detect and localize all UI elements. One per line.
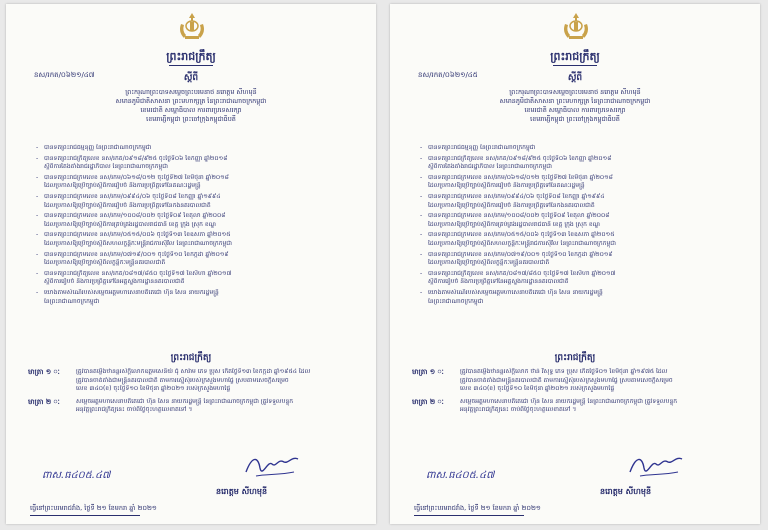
recital-line: ដែលប្រកាសឱ្យប្រើច្បាប់ស្តីពីការរៀបចំ និងការប្រព្រឹត្តទៅនៃគណៈរដ្ឋមន្ត្រី [428,182,585,190]
recital-line: - បានទតព្រះរាជក្រមលេខ នស/រកម/០៥១៥/០០៦ ចុះថ្ងៃទី១៣ ខែឧសភា ឆ្នាំ២០១៥ [44,231,231,239]
signer-name: នរោត្តម សីហមុនី [600,487,652,496]
recital-line: ដែលប្រកាសឱ្យប្រើច្បាប់ស្តីពីលក្ខន្តិកៈមន្ត្រីនគរបាលជាតិ [428,259,550,267]
recital-item [420,155,740,172]
article-line: ត្រូវបានតម្លើងឋានន្តរស័ក្តិលោក ថាន់ វិសុទ្ធ ភេទ ប្រុស កើតថ្ងៃទី០១ ខែមិថុនា ឆ្នាំ១៩៧៥ ដែល [460,368,668,375]
recital-line: - បានទតព្រះរាជក្រមលេខ នស/រកម/០៥១៥/០០៦ ចុះថ្ងៃទី១៣ ខែឧសភា ឆ្នាំ២០១៥ [428,231,615,239]
preamble-line: ព្រះករុណាព្រះបាទសម្តេចព្រះបរមនាថ នរោត្តម សីហមុនី [509,88,641,96]
recital-line: ដែលប្រកាសឱ្យប្រើច្បាប់ស្តីពីការរៀបចំ និងការប្រព្រឹត្តទៅនៃកងនគរបាលជាតិ [44,201,211,209]
article-line: លេខ ៣៤០(ខ) ចុះថ្ងៃទី១០ ខែមិថុនា ឆ្នាំ២០២១ របស់ក្រសួងមហាផ្ទៃ [76,385,231,393]
article-label: មាត្រា ២ ៈ [412,397,444,406]
preamble-line: សមានភូមិជាតិសាសនា ព្រះមហាក្សត្រ នៃព្រះរាជាណាចក្រកម្ពុជា [115,97,267,105]
article-line: លេខ ៣៤០(ខ) ចុះថ្ងៃទី១០ ខែមិថុនា ឆ្នាំ២០២១ របស់ក្រសួងមហាផ្ទៃ [460,385,615,393]
article-label: មាត្រា ១ ៈ [28,368,60,376]
decree-subtitle: ស្ដីពី [183,73,199,83]
articles-list [28,368,358,419]
title-underline [553,65,597,66]
article-2 [28,398,358,415]
recital-line: - បានទតព្រះរាជក្រមលេខ នស/រកម/០៩៩៤/០៦ ចុះថ្ងៃទី០៨ ខែកញ្ញា ឆ្នាំ១៩៩៤ [428,192,605,200]
decree-title: ព្រះរាជក្រឹត្យ [550,50,600,63]
recital-item [36,155,356,172]
article-label: មាត្រា ២ ៈ [28,397,60,406]
recital-item [36,231,356,248]
recital-line: - បានទតព្រះរាជក្រឹត្យលេខ នស/រកត/០៩១៨/៩២៥ ចុះថ្ងៃទី០៦ ខែកញ្ញា ឆ្នាំ២០១៨ [428,154,612,162]
article-1 [412,368,742,394]
recital-line: - បានទតព្រះរាជក្រមលេខ នស/រកម/០៧១៩/០០១ ចុះថ្ងៃទី១០ ខែកក្កដា ឆ្នាំ២០១៩ [428,250,613,258]
recital-item [36,289,356,306]
recital-item [36,174,356,191]
recital-line: ដែលប្រកាសឱ្យប្រើច្បាប់ស្តីពីការរៀបចំ និងការប្រព្រឹត្តទៅនៃគណៈរដ្ឋមន្ត្រី [44,182,201,190]
article-2 [412,398,742,415]
recital-line: ដែលប្រកាសឱ្យប្រើច្បាប់ស្តីពីសហលក្ខន្តិកៈមន្ត្រីរាជការស៊ីវិល នៃព្រះរាជាណាចក្រកម្ពុជា [428,239,616,247]
recitals-list [36,144,356,308]
handwritten-date: ពាស.ធ៤០៥.៤៧ [426,470,495,481]
article-line: សម្តេចអគ្គមហាសេនាបតីតេជោ ហ៊ុន សែន នាយករដ្ឋមន្ត្រី នៃព្រះរាជាណាចក្រកម្ពុជា ត្រូវទទួលបន្ទុក [460,397,678,405]
article-line: អនុវត្តព្រះរាជក្រឹត្យនេះ ចាប់ពីថ្ងៃចុះហត្ថលេខាតទៅ ។ [460,406,577,414]
recital-line: - បានទតព្រះរាជក្រមលេខ នស/រកម/០៧១៩/០០១ ចុះថ្ងៃទី១០ ខែកក្កដា ឆ្នាំ២០១៩ [44,250,229,258]
handwritten-date: ពាស.ធ៤០៥.៤៧ [42,470,111,481]
recital-item [36,212,356,229]
recital-line: - បានទតព្រះរាជក្រឹត្យលេខ នស/រកត/០៨១៧/៨៥០ ចុះថ្ងៃទី១៧ ខែសីហា ឆ្នាំ២០១៧ [428,269,616,277]
recital-line: - បានទតព្រះរាជក្រមលេខ នស/រកម/១០០៨/០០២ ចុះថ្ងៃទី០៩ ខែតុលា ឆ្នាំ២០០៨ [428,212,610,220]
article-line: ត្រូវបានចាត់តាំងជាមន្ត្រីនគរបាលជាតិ តាមការស្នើសុំរបស់ក្រសួងមហាផ្ទៃ ស្របតាមសេចក្តីសម្រេច [460,376,673,384]
recital-line: - បានទតព្រះរាជធម្មនុញ្ញ នៃព្រះរាជាណាចក្រកម្ពុជា [44,144,152,151]
preamble-line: ខេមរាម្សីកម្ពុជា ព្រះចៅក្រុងកម្ពុជាធិបតី [530,115,620,123]
royal-signature [626,450,686,482]
recital-item [420,212,740,229]
decree-sheet-right [390,4,760,524]
recital-line: ដែលប្រកាសឱ្យប្រើច្បាប់ស្តីពីការគ្រប់គ្រងរដ្ឋបាលរាជធានី ខេត្ត ក្រុង ស្រុក ខណ្ឌ [428,220,600,228]
preamble-line: ខេមរាម្សីកម្ពុជា ព្រះចៅក្រុងកម្ពុជាធិបតី [146,115,236,123]
title-underline [169,65,213,66]
royal-signature [242,450,302,482]
preamble-line: ខេមរជាតិ សម្ពោធិបាល ការពារប្រទេសរក្សា [524,106,626,114]
decision-heading: ព្រះរាជក្រឹត្យ [554,353,596,363]
decision-heading: ព្រះរាជក្រឹត្យ [170,353,212,363]
royal-preamble [450,88,700,124]
signer-name: នរោត្តម សីហមុនី [216,487,268,496]
recital-line: ដែលប្រកាសឱ្យប្រើច្បាប់ស្តីពីការរៀបចំ និងការប្រព្រឹត្តទៅនៃកងនគរបាលជាតិ [428,201,595,209]
royal-emblem-icon [176,12,208,42]
recital-item [36,144,356,153]
recital-line: - បានទតព្រះរាជធម្មនុញ្ញ នៃព្រះរាជាណាចក្រកម្ពុជា [428,144,536,151]
recital-line: - បានទតព្រះរាជក្រមលេខ នស/រកម/១០០៨/០០២ ចុះថ្ងៃទី០៩ ខែតុលា ឆ្នាំ២០០៨ [44,212,226,220]
recital-item [420,289,740,306]
recital-item [36,193,356,210]
recital-line: - បានទតព្រះរាជក្រមលេខ នស/រកម/០៦១៨/០១២ ចុះថ្ងៃទី២៧ ខែមិថុនា ឆ្នាំ២០១៨ [44,173,229,181]
article-line: ត្រូវបានចាត់តាំងជាមន្ត្រីនគរបាលជាតិ តាមការស្នើសុំរបស់ក្រសួងមហាផ្ទៃ ស្របតាមសេចក្តីសម្រេច [76,376,289,384]
recital-line: ស្តីពីការតែងតាំងរាជរដ្ឋាភិបាល នៃព្រះរាជាណាចក្រកម្ពុជា [428,163,552,171]
recital-item [420,231,740,248]
place-date-underline [30,515,140,516]
recital-item [420,144,740,153]
decree-title: ព្រះរាជក្រឹត្យ [166,50,216,63]
recital-line: ដែលប្រកាសឱ្យប្រើច្បាប់ស្តីពីការគ្រប់គ្រងរដ្ឋបាលរាជធានី ខេត្ត ក្រុង ស្រុក ខណ្ឌ [44,220,216,228]
recital-line: - បានទតព្រះរាជក្រឹត្យលេខ នស/រកត/០៨១៧/៨៥០ ចុះថ្ងៃទី១៧ ខែសីហា ឆ្នាំ២០១៧ [44,269,232,277]
decree-subtitle: ស្ដីពី [567,73,583,83]
recital-line: - បានទតព្រះរាជក្រមលេខ នស/រកម/០៩៩៤/០៦ ចុះថ្ងៃទី០៨ ខែកញ្ញា ឆ្នាំ១៩៩៤ [44,192,221,200]
preamble-line: ខេមរជាតិ សម្ពោធិបាល ការពារប្រទេសរក្សា [140,106,242,114]
recital-line: នៃព្រះរាជាណាចក្រកម្ពុជា [428,297,484,305]
decree-number: នស/រកត/០៦២១/៤៧ [34,71,95,79]
royal-preamble [66,88,316,124]
recital-line: នៃព្រះរាជាណាចក្រកម្ពុជា [44,297,100,305]
article-line: សម្តេចអគ្គមហាសេនាបតីតេជោ ហ៊ុន សែន នាយករដ្ឋមន្ត្រី នៃព្រះរាជាណាចក្រកម្ពុជា ត្រូវទទួលបន្ទុក [76,397,294,405]
article-label: មាត្រា ១ ៈ [412,368,444,376]
recital-item [36,251,356,268]
place-and-date: ធ្វើនៅព្រះបរមរាជវាំង, ថ្ងៃទី ២១ ខែមករា ឆ្នាំ ២០២១ [30,504,157,512]
preamble-line: សមានភូមិជាតិសាសនា ព្រះមហាក្សត្រ នៃព្រះរាជាណាចក្រកម្ពុជា [499,97,651,105]
recital-line: - យោងតាមសំណើរបស់សម្តេចអគ្គមហាសេនាបតីតេជោ ហ៊ុន សែន នាយករដ្ឋមន្ត្រី [428,288,603,296]
recital-line: ដែលប្រកាសឱ្យប្រើច្បាប់ស្តីពីលក្ខន្តិកៈមន្ត្រីនគរបាលជាតិ [44,259,166,267]
recital-item [420,270,740,287]
decree-number: នស/រកត/០៦២១/៤៥ [418,71,478,79]
recital-line: - បានទតព្រះរាជក្រមលេខ នស/រកម/០៦១៨/០១២ ចុះថ្ងៃទី២៧ ខែមិថុនា ឆ្នាំ២០១៨ [428,173,613,181]
recital-item [420,193,740,210]
place-date-underline [414,515,524,516]
decree-sheet-left [6,4,376,524]
place-and-date: ធ្វើនៅព្រះបរមរាជវាំង, ថ្ងៃទី ២១ ខែមករា ឆ្នាំ ២០២១ [414,504,541,512]
preamble-line: ព្រះករុណាព្រះបាទសម្តេចព្រះបរមនាថ នរោត្តម សីហមុនី [125,88,257,96]
royal-emblem-icon [560,12,592,42]
article-line: អនុវត្តព្រះរាជក្រឹត្យនេះ ចាប់ពីថ្ងៃចុះហត្ថលេខាតទៅ ។ [76,406,193,414]
article-1 [28,368,358,394]
recital-line: ដែលប្រកាសឱ្យប្រើច្បាប់ស្តីពីសហលក្ខន្តិកៈមន្ត្រីរាជការស៊ីវិល នៃព្រះរាជាណាចក្រកម្ពុជា [44,239,232,247]
articles-list [412,368,742,419]
recital-line: - បានទតព្រះរាជក្រឹត្យលេខ នស/រកត/០៩១៨/៩២៥ ចុះថ្ងៃទី០៦ ខែកញ្ញា ឆ្នាំ២០១៨ [44,154,228,162]
recital-item [420,251,740,268]
recital-item [36,270,356,287]
recital-line: ស្តីពីការរៀបចំ និងការប្រព្រឹត្តទៅនៃអគ្គស្នងការដ្ឋាននគរបាលជាតិ [428,278,569,286]
recital-item [420,174,740,191]
recital-line: ស្តីពីការរៀបចំ និងការប្រព្រឹត្តទៅនៃអគ្គស្នងការដ្ឋាននគរបាលជាតិ [44,278,185,286]
recital-line: - យោងតាមសំណើរបស់សម្តេចអគ្គមហាសេនាបតីតេជោ ហ៊ុន សែន នាយករដ្ឋមន្ត្រី [44,288,219,296]
recital-line: ស្តីពីការតែងតាំងរាជរដ្ឋាភិបាល នៃព្រះរាជាណាចក្រកម្ពុជា [44,163,168,171]
recitals-list [420,144,740,308]
article-line: ត្រូវបានតម្លើងឋានន្តរស័ក្តិលោកឧត្តមសេនីយ៍ ធុំ សារ៉ាម ភេទ ប្រុស កើតថ្ងៃទី១៣ ខែកក្កដា ឆ្នាំ១៩៥៤ ដែល [76,368,311,375]
